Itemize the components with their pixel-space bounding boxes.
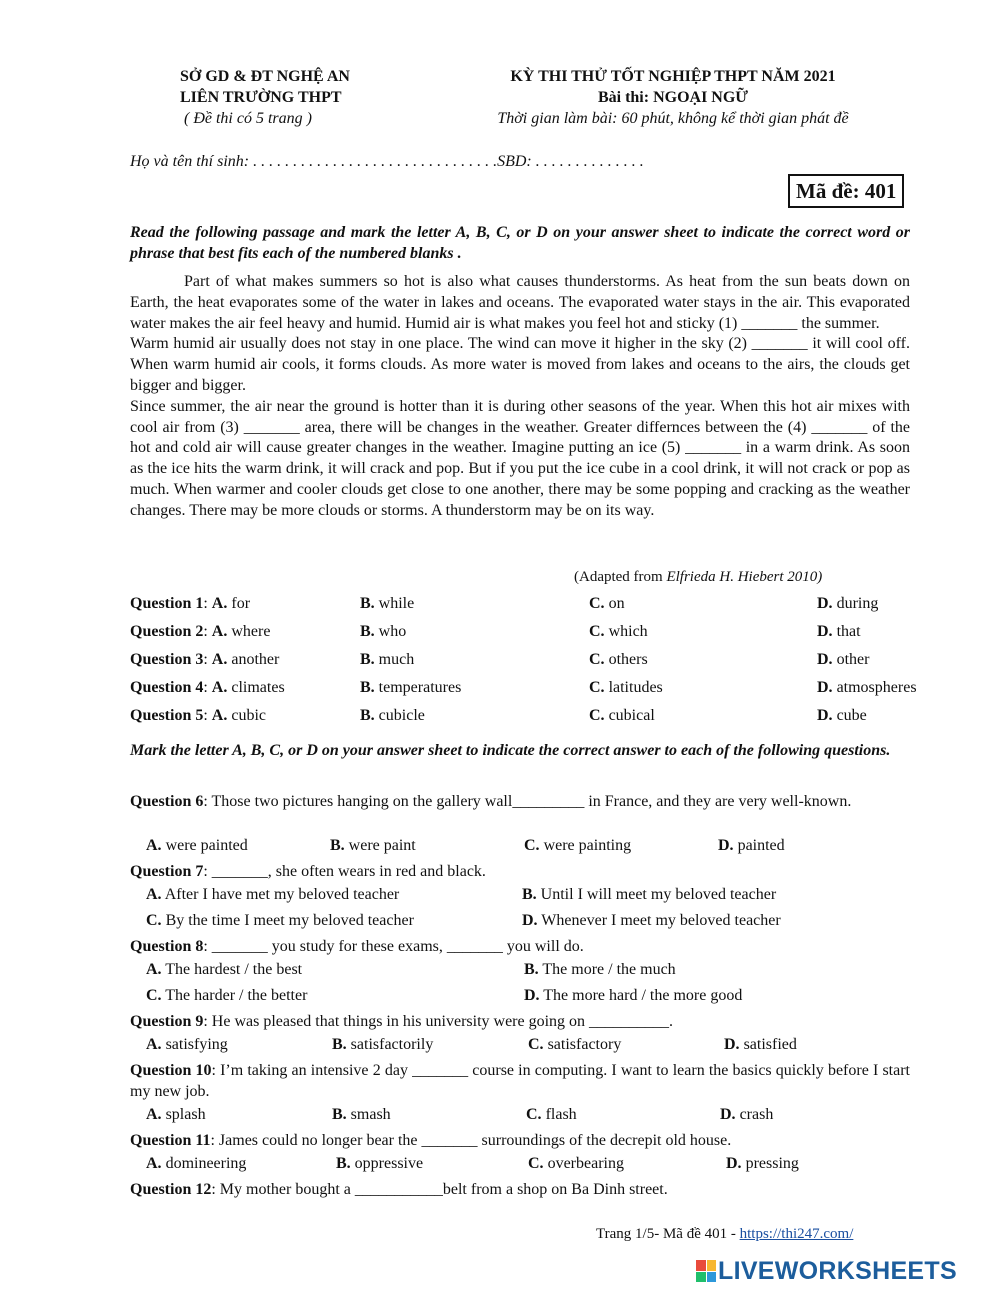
passage-paragraph: Since summer, the air near the ground is hotter than it is during other seasons of the year. When this hot air mixes with cool air from (3) _______ area, there will be changes in the weather. Greater differnces between the (4) _______ of the hot and cold air will cause greater changes in the weather. Imagine putting an ice (5) _______ in a warm drink. As soon as the ice hits the warm drink, it will crack and pop. But if you put the ice cube in a cool drink, it will not crack or pop as much. When warmer and cooler clouds get close to one another, there may be some popping and cracking as the weather changes. There may be more clouds or storms. A thunderstorm may be on its way.: [130, 397, 910, 519]
footer-link[interactable]: https://thi247.com/: [739, 1226, 854, 1242]
passage-source: [574, 569, 822, 586]
options-row: A. After I have met my beloved teacher B. Until I will meet my beloved teacher: [146, 886, 777, 903]
option-b[interactable]: while: [378, 595, 415, 612]
option-b[interactable]: who: [378, 623, 407, 640]
question-row: Question 1: A. for B. while C. on D. during: [130, 595, 879, 612]
options-row: A. splash B. smash C. flash D. crash: [146, 1106, 774, 1123]
option-d[interactable]: pressing: [745, 1155, 799, 1172]
liveworksheets-logo[interactable]: [696, 1258, 957, 1284]
question-row: Question 5: A. cubic B. cubicle C. cubical D. cube: [130, 707, 867, 724]
question-label: Question 5: [130, 707, 204, 724]
option-b[interactable]: were paint: [348, 837, 416, 854]
option-b[interactable]: much: [378, 651, 415, 668]
option-d[interactable]: other: [836, 651, 870, 668]
option-a[interactable]: domineering: [165, 1155, 247, 1172]
passage-paragraph: Warm humid air usually does not stay in one place. The wind can move it higher in the sky (2) _______ it will cool off. When warm humid air cools, it forms clouds. As more water is moved from lakes and oceans to the airs, the clouds get bigger and bigger.: [130, 335, 910, 394]
option-c[interactable]: flash: [545, 1106, 577, 1123]
student-info-line: Họ và tên thí sinh: . . . . . . . . . . . . . . . . . . . . . . . . . . . . . . .SBD: . . . . . . . . . . . . . .: [130, 153, 644, 170]
option-c[interactable]: others: [608, 651, 648, 668]
question-label: Question 3: [130, 651, 204, 668]
question-stem: [130, 1179, 910, 1200]
logo-square: [696, 1260, 706, 1271]
option-b[interactable]: oppressive: [354, 1155, 424, 1172]
options-row: A. The hardest / the best B. The more / the much: [146, 961, 676, 978]
question-label: Question 2: [130, 623, 204, 640]
question-label: Question 7: [130, 863, 204, 880]
logo-text: LIVEWORKSHEETS: [718, 1256, 957, 1285]
option-c[interactable]: on: [608, 595, 625, 612]
question-label: Question 10: [130, 1062, 212, 1079]
option-a[interactable]: satisfying: [165, 1036, 228, 1053]
question-text: : He was pleased that things in his university were going on __________.: [203, 1013, 674, 1030]
question-label: Question 9: [130, 1013, 204, 1030]
question-text: : _______, she often wears in red and black.: [203, 863, 486, 880]
options-row: A. domineering B. oppressive C. overbearing D. pressing: [146, 1155, 799, 1172]
question-text: : My mother bought a ___________belt from a shop on Ba Dinh street.: [211, 1181, 668, 1198]
option-d[interactable]: Whenever I meet my beloved teacher: [541, 912, 781, 929]
option-d[interactable]: atmospheres: [836, 679, 917, 696]
option-d[interactable]: crash: [739, 1106, 774, 1123]
option-d[interactable]: cube: [836, 707, 867, 724]
option-c[interactable]: The harder / the better: [165, 987, 308, 1004]
option-b[interactable]: Until I will meet my beloved teacher: [540, 886, 777, 903]
page-number: Trang 1/5- Mã đề 401 -: [596, 1226, 740, 1242]
logo-square: [696, 1272, 706, 1283]
question-text: : Those two pictures hanging on the gallery wall_________ in France, and they are very well-known.: [203, 793, 852, 810]
department-name: SỞ GD & ĐT NGHỆ AN: [180, 68, 350, 85]
option-a[interactable]: The hardest / the best: [165, 961, 303, 978]
option-a[interactable]: cubic: [231, 707, 267, 724]
logo-square: [707, 1272, 717, 1283]
page-count-note: ( Đề thi có 5 trang ): [184, 110, 312, 127]
option-a[interactable]: splash: [165, 1106, 206, 1123]
options-row: C. By the time I meet my beloved teacher D. Whenever I meet my beloved teacher: [146, 912, 781, 929]
question-stem: [130, 936, 910, 957]
question-stem: [130, 1011, 910, 1032]
question-text: : James could no longer bear the _______ surroundings of the decrepit old house.: [210, 1132, 732, 1149]
option-a[interactable]: for: [231, 595, 251, 612]
question-label: Question 11: [130, 1132, 211, 1149]
page-footer: [596, 1226, 853, 1243]
question-label: Question 4: [130, 679, 204, 696]
option-a[interactable]: After I have met my beloved teacher: [164, 886, 400, 903]
question-row: Question 2: A. where B. who C. which D. that: [130, 623, 861, 640]
option-d[interactable]: during: [836, 595, 879, 612]
passage-paragraph: Part of what makes summers so hot is also what causes thunderstorms. As heat from the sun beats down on Earth, the heat evaporates some of the water in lakes and oceans. The evaporated water stays in the air. This evaporated water makes the air feel heavy and humid. Humid air is what makes you feel hot and sticky (1) _______ the summer.: [130, 273, 910, 332]
exam-duration: Thời gian làm bài: 60 phút, không kể thời gian phát đề: [497, 110, 849, 127]
question-label: Question 8: [130, 938, 204, 955]
question-label: Question 1: [130, 595, 204, 612]
exam-code-box: Mã đề: 401: [788, 174, 904, 208]
question-stem: [130, 1060, 910, 1102]
option-c[interactable]: satisfactory: [547, 1036, 622, 1053]
option-a[interactable]: were painted: [165, 837, 248, 854]
option-c[interactable]: By the time I meet my beloved teacher: [165, 912, 414, 929]
question-text: : _______ you study for these exams, _______ you will do.: [203, 938, 584, 955]
options-row: A. were painted B. were paint C. were painting D. painted: [146, 837, 785, 854]
source-prefix: (Adapted from: [574, 569, 667, 585]
source-author: Elfrieda H. Hiebert 2010): [666, 569, 823, 585]
question-text: : I’m taking an intensive 2 day _______ course in computing. I want to learn the basics quickly before I start my new job.: [130, 1062, 910, 1100]
question-label: Question 12: [130, 1181, 212, 1198]
option-b[interactable]: satisfactorily: [350, 1036, 434, 1053]
school-info: [180, 66, 440, 129]
option-c[interactable]: overbearing: [547, 1155, 624, 1172]
question-row: Question 4: A. climates B. temperatures C. latitudes D. atmospheres: [130, 679, 917, 696]
liveworksheets-logo-icon: [696, 1260, 716, 1282]
option-a[interactable]: climates: [231, 679, 285, 696]
exam-subject: Bài thi: NGOẠI NGỮ: [597, 89, 749, 106]
option-c[interactable]: which: [608, 623, 648, 640]
option-d[interactable]: satisfied: [743, 1036, 797, 1053]
option-d[interactable]: The more hard / the more good: [543, 987, 743, 1004]
question-stem: [130, 861, 910, 882]
exam-info: [458, 66, 888, 129]
reading-passage: [130, 272, 910, 522]
option-b[interactable]: The more / the much: [542, 961, 676, 978]
option-b[interactable]: temperatures: [378, 679, 462, 696]
section2-instruction: Mark the letter A, B, C, or D on your answer sheet to indicate the correct answer to each of the following questions.: [130, 742, 891, 759]
logo-square: [707, 1260, 717, 1271]
exam-title: KỲ THI THỬ TỐT NGHIỆP THPT NĂM 2021: [510, 68, 836, 85]
question-row: Question 3: A. another B. much C. others D. other: [130, 651, 870, 668]
option-d[interactable]: that: [836, 623, 861, 640]
option-a[interactable]: another: [231, 651, 280, 668]
options-row: A. satisfying B. satisfactorily C. satisfactory D. satisfied: [146, 1036, 797, 1053]
option-d[interactable]: painted: [737, 837, 785, 854]
option-c[interactable]: were painting: [543, 837, 632, 854]
question-label: Question 6: [130, 793, 204, 810]
option-c[interactable]: cubical: [608, 707, 655, 724]
option-b[interactable]: cubicle: [378, 707, 425, 724]
school-name: LIÊN TRƯỜNG THPT: [180, 89, 342, 106]
option-a[interactable]: where: [231, 623, 271, 640]
option-b[interactable]: smash: [350, 1106, 391, 1123]
question-stem: [130, 791, 910, 812]
section1-instruction: Read the following passage and mark the letter A, B, C, or D on your answer sheet to indicate the correct word or phrase that best fits each of the numbered blanks .: [130, 224, 910, 262]
options-row: C. The harder / the better D. The more hard / the more good: [146, 987, 743, 1004]
question-stem: [130, 1130, 910, 1151]
option-c[interactable]: latitudes: [608, 679, 663, 696]
